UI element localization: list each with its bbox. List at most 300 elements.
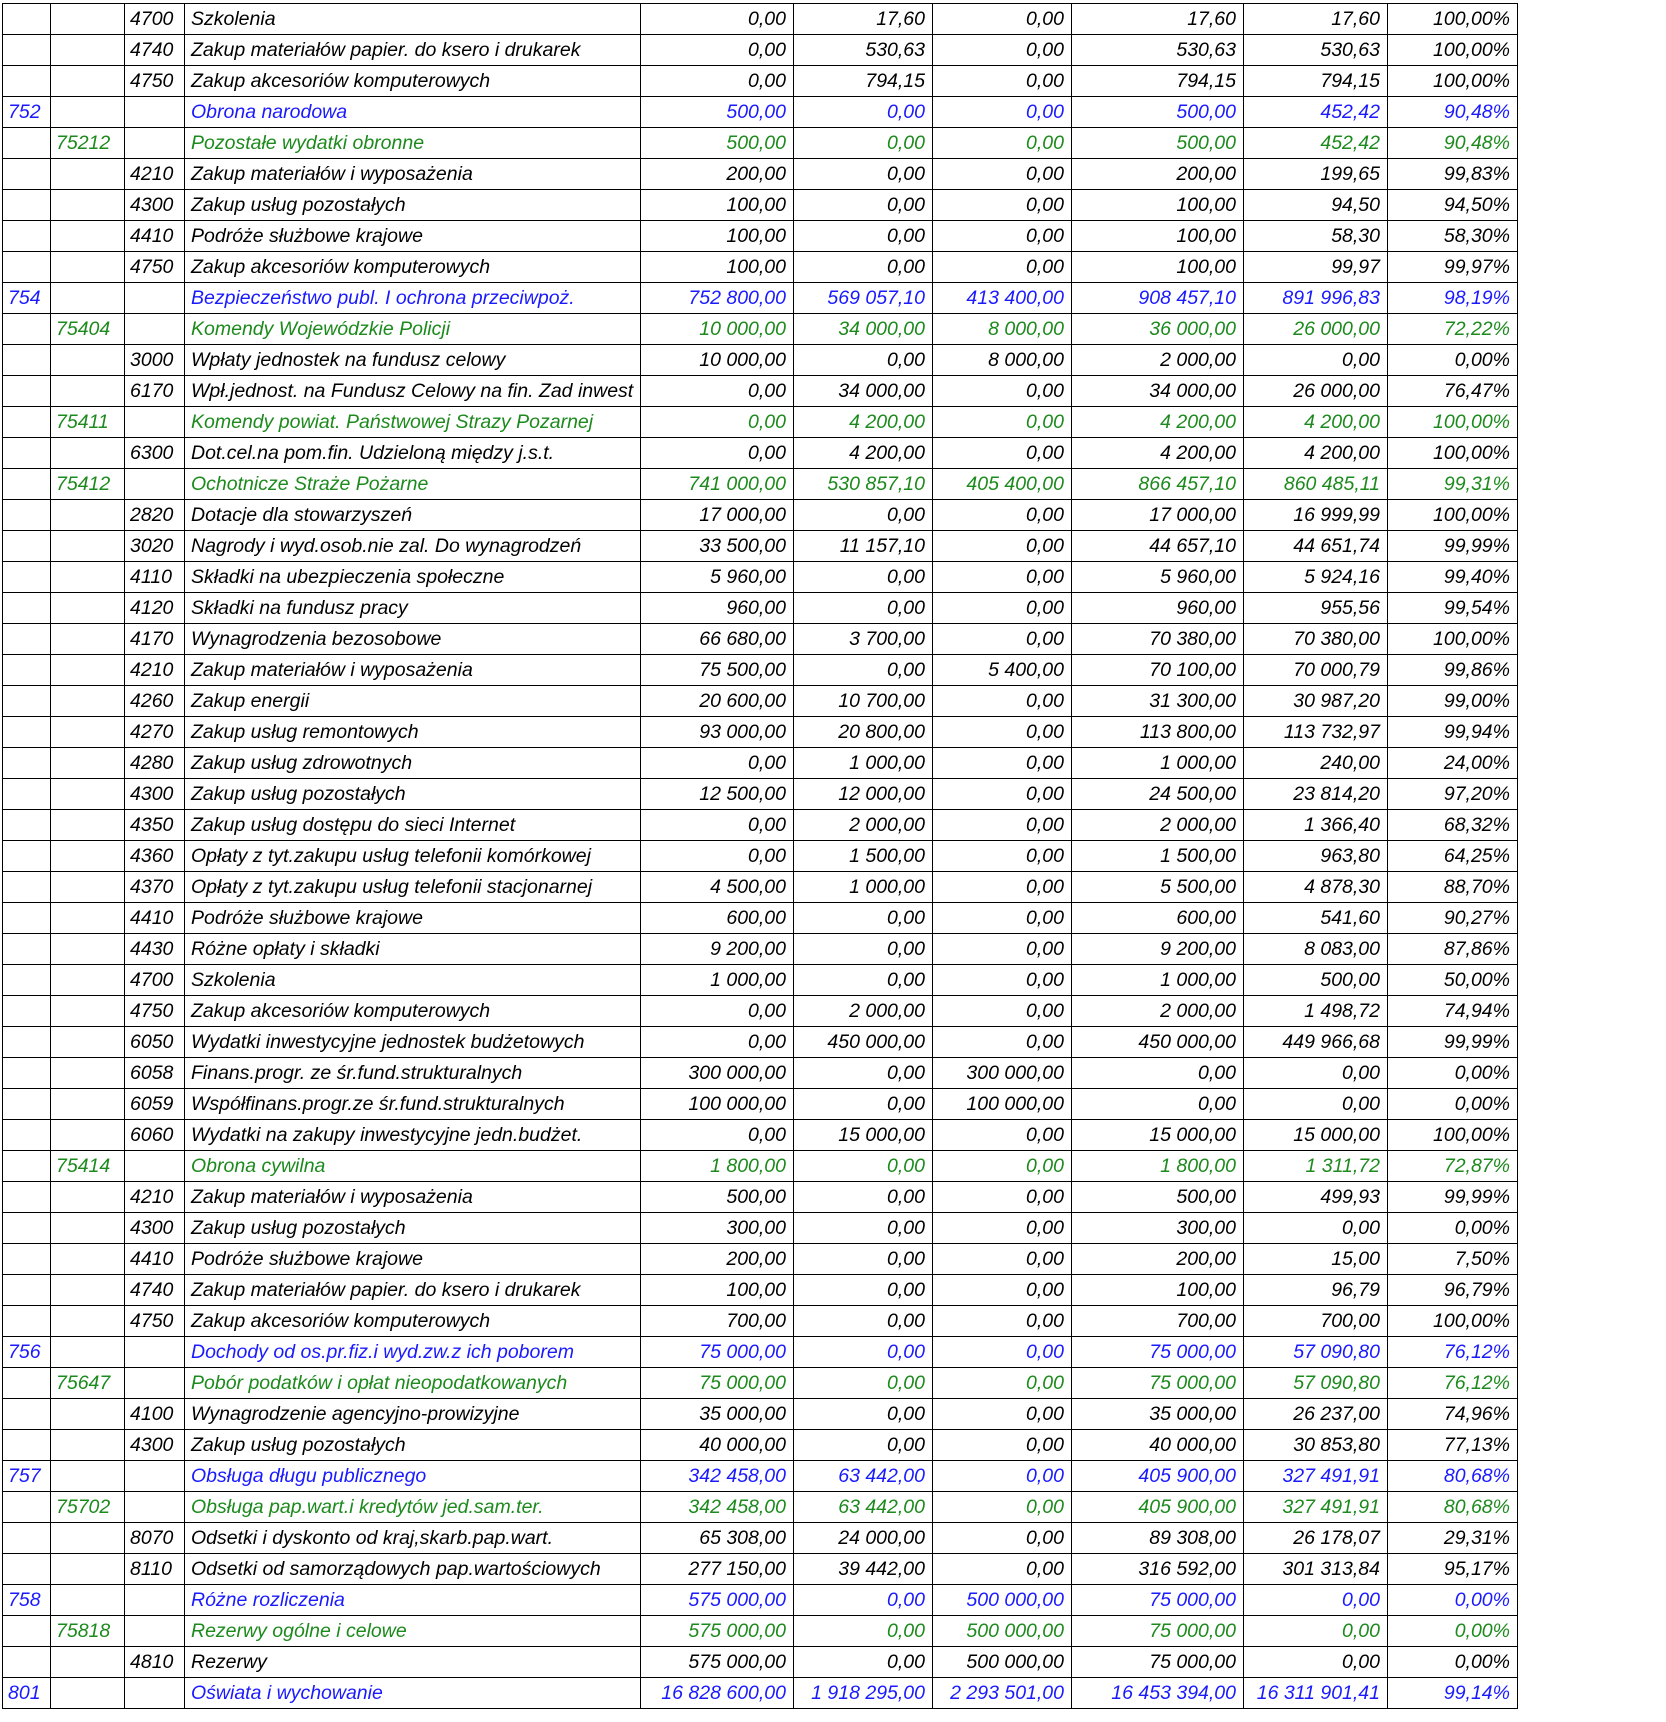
increase-cell: 0,00 bbox=[794, 562, 933, 593]
table-row-paragraf bbox=[3, 190, 1518, 221]
execution-cell: 955,56 bbox=[1244, 593, 1388, 624]
paragraf-cell: 2820 bbox=[125, 500, 185, 531]
decrease-cell: 0,00 bbox=[933, 221, 1072, 252]
dzial-cell bbox=[3, 1492, 51, 1523]
paragraf-cell bbox=[125, 1337, 185, 1368]
execution-cell: 0,00 bbox=[1244, 345, 1388, 376]
table-row-paragraf bbox=[3, 1027, 1518, 1058]
percent-cell: 99,97% bbox=[1388, 252, 1518, 283]
name-cell: Zakup usług pozostałych bbox=[185, 190, 641, 221]
rozdzial-cell bbox=[51, 965, 125, 996]
dzial-cell bbox=[3, 934, 51, 965]
paragraf-cell: 4170 bbox=[125, 624, 185, 655]
percent-cell: 50,00% bbox=[1388, 965, 1518, 996]
decrease-cell: 0,00 bbox=[933, 531, 1072, 562]
name-cell: Wpł.jednost. na Fundusz Celowy na fin. Zad inwest bbox=[185, 376, 641, 407]
plan-cell: 100,00 bbox=[641, 221, 794, 252]
table-row-paragraf bbox=[3, 500, 1518, 531]
execution-cell: 1 498,72 bbox=[1244, 996, 1388, 1027]
execution-cell: 500,00 bbox=[1244, 965, 1388, 996]
increase-cell: 0,00 bbox=[794, 965, 933, 996]
increase-cell: 11 157,10 bbox=[794, 531, 933, 562]
paragraf-cell: 4750 bbox=[125, 996, 185, 1027]
decrease-cell: 0,00 bbox=[933, 1430, 1072, 1461]
decrease-cell: 0,00 bbox=[933, 35, 1072, 66]
plan-cell: 1 000,00 bbox=[641, 965, 794, 996]
percent-cell: 94,50% bbox=[1388, 190, 1518, 221]
decrease-cell: 0,00 bbox=[933, 1306, 1072, 1337]
percent-cell: 99,31% bbox=[1388, 469, 1518, 500]
decrease-cell: 0,00 bbox=[933, 1275, 1072, 1306]
percent-cell: 100,00% bbox=[1388, 500, 1518, 531]
rozdzial-cell bbox=[51, 531, 125, 562]
table-row-paragraf bbox=[3, 376, 1518, 407]
increase-cell: 0,00 bbox=[794, 1368, 933, 1399]
decrease-cell: 0,00 bbox=[933, 1027, 1072, 1058]
dzial-cell bbox=[3, 531, 51, 562]
plan-cell: 600,00 bbox=[641, 903, 794, 934]
execution-cell: 17,60 bbox=[1244, 4, 1388, 35]
execution-cell: 700,00 bbox=[1244, 1306, 1388, 1337]
paragraf-cell: 4740 bbox=[125, 35, 185, 66]
name-cell: Zakup akcesoriów komputerowych bbox=[185, 1306, 641, 1337]
paragraf-cell bbox=[125, 97, 185, 128]
table-row-paragraf bbox=[3, 934, 1518, 965]
table-row-rozdzial bbox=[3, 128, 1518, 159]
rozdzial-cell bbox=[51, 1058, 125, 1089]
percent-cell: 87,86% bbox=[1388, 934, 1518, 965]
execution-cell: 530,63 bbox=[1244, 35, 1388, 66]
table-row-dzial bbox=[3, 1461, 1518, 1492]
name-cell: Finans.progr. ze śr.fund.strukturalnych bbox=[185, 1058, 641, 1089]
table-row-paragraf bbox=[3, 686, 1518, 717]
table-row-rozdzial bbox=[3, 1368, 1518, 1399]
percent-cell: 99,86% bbox=[1388, 655, 1518, 686]
dzial-cell bbox=[3, 407, 51, 438]
name-cell: Odsetki i dyskonto od kraj,skarb.pap.wart. bbox=[185, 1523, 641, 1554]
execution-cell: 113 732,97 bbox=[1244, 717, 1388, 748]
execution-cell: 541,60 bbox=[1244, 903, 1388, 934]
plan-after-cell: 405 900,00 bbox=[1072, 1492, 1244, 1523]
plan-after-cell: 16 453 394,00 bbox=[1072, 1678, 1244, 1709]
percent-cell: 80,68% bbox=[1388, 1461, 1518, 1492]
decrease-cell: 5 400,00 bbox=[933, 655, 1072, 686]
dzial-cell bbox=[3, 345, 51, 376]
increase-cell: 4 200,00 bbox=[794, 438, 933, 469]
table-row-dzial bbox=[3, 283, 1518, 314]
rozdzial-cell bbox=[51, 1027, 125, 1058]
plan-cell: 0,00 bbox=[641, 35, 794, 66]
paragraf-cell: 8110 bbox=[125, 1554, 185, 1585]
dzial-cell: 801 bbox=[3, 1678, 51, 1709]
name-cell: Obsługa pap.wart.i kredytów jed.sam.ter. bbox=[185, 1492, 641, 1523]
percent-cell: 0,00% bbox=[1388, 1647, 1518, 1678]
name-cell: Zakup materiałów i wyposażenia bbox=[185, 1182, 641, 1213]
percent-cell: 100,00% bbox=[1388, 1306, 1518, 1337]
plan-cell: 0,00 bbox=[641, 1120, 794, 1151]
increase-cell: 0,00 bbox=[794, 1306, 933, 1337]
table-row-paragraf bbox=[3, 159, 1518, 190]
dzial-cell: 756 bbox=[3, 1337, 51, 1368]
increase-cell: 0,00 bbox=[794, 1337, 933, 1368]
plan-after-cell: 600,00 bbox=[1072, 903, 1244, 934]
plan-cell: 277 150,00 bbox=[641, 1554, 794, 1585]
table-row-paragraf bbox=[3, 1244, 1518, 1275]
rozdzial-cell bbox=[51, 159, 125, 190]
plan-after-cell: 36 000,00 bbox=[1072, 314, 1244, 345]
plan-after-cell: 15 000,00 bbox=[1072, 1120, 1244, 1151]
name-cell: Wpłaty jednostek na fundusz celowy bbox=[185, 345, 641, 376]
plan-cell: 500,00 bbox=[641, 97, 794, 128]
increase-cell: 2 000,00 bbox=[794, 996, 933, 1027]
plan-after-cell: 500,00 bbox=[1072, 97, 1244, 128]
plan-after-cell: 35 000,00 bbox=[1072, 1399, 1244, 1430]
execution-cell: 16 999,99 bbox=[1244, 500, 1388, 531]
increase-cell: 0,00 bbox=[794, 593, 933, 624]
dzial-cell bbox=[3, 1244, 51, 1275]
rozdzial-cell bbox=[51, 1430, 125, 1461]
dzial-cell bbox=[3, 376, 51, 407]
rozdzial-cell bbox=[51, 1647, 125, 1678]
paragraf-cell: 4810 bbox=[125, 1647, 185, 1678]
decrease-cell: 0,00 bbox=[933, 1492, 1072, 1523]
execution-cell: 0,00 bbox=[1244, 1058, 1388, 1089]
execution-cell: 199,65 bbox=[1244, 159, 1388, 190]
paragraf-cell: 4300 bbox=[125, 1430, 185, 1461]
table-row-rozdzial bbox=[3, 314, 1518, 345]
name-cell: Dotacje dla stowarzyszeń bbox=[185, 500, 641, 531]
dzial-cell: 757 bbox=[3, 1461, 51, 1492]
percent-cell: 0,00% bbox=[1388, 1089, 1518, 1120]
plan-cell: 700,00 bbox=[641, 1306, 794, 1337]
name-cell: Zakup materiałów i wyposażenia bbox=[185, 655, 641, 686]
paragraf-cell: 4280 bbox=[125, 748, 185, 779]
percent-cell: 99,94% bbox=[1388, 717, 1518, 748]
plan-after-cell: 89 308,00 bbox=[1072, 1523, 1244, 1554]
table-row-paragraf bbox=[3, 655, 1518, 686]
plan-cell: 300,00 bbox=[641, 1213, 794, 1244]
plan-cell: 20 600,00 bbox=[641, 686, 794, 717]
decrease-cell: 0,00 bbox=[933, 1368, 1072, 1399]
table-row-rozdzial bbox=[3, 1492, 1518, 1523]
dzial-cell bbox=[3, 4, 51, 35]
rozdzial-cell bbox=[51, 1554, 125, 1585]
rozdzial-cell bbox=[51, 1306, 125, 1337]
plan-after-cell: 70 100,00 bbox=[1072, 655, 1244, 686]
execution-cell: 70 000,79 bbox=[1244, 655, 1388, 686]
rozdzial-cell bbox=[51, 438, 125, 469]
plan-cell: 300 000,00 bbox=[641, 1058, 794, 1089]
increase-cell: 0,00 bbox=[794, 1275, 933, 1306]
increase-cell: 0,00 bbox=[794, 252, 933, 283]
paragraf-cell: 6050 bbox=[125, 1027, 185, 1058]
dzial-cell bbox=[3, 624, 51, 655]
decrease-cell: 500 000,00 bbox=[933, 1647, 1072, 1678]
name-cell: Wydatki na zakupy inwestycyjne jedn.budżet. bbox=[185, 1120, 641, 1151]
name-cell: Wydatki inwestycyjne jednostek budżetowych bbox=[185, 1027, 641, 1058]
increase-cell: 10 700,00 bbox=[794, 686, 933, 717]
plan-cell: 500,00 bbox=[641, 1182, 794, 1213]
rozdzial-cell bbox=[51, 903, 125, 934]
plan-after-cell: 2 000,00 bbox=[1072, 345, 1244, 376]
percent-cell: 0,00% bbox=[1388, 1213, 1518, 1244]
percent-cell: 88,70% bbox=[1388, 872, 1518, 903]
plan-cell: 75 000,00 bbox=[641, 1368, 794, 1399]
increase-cell: 24 000,00 bbox=[794, 1523, 933, 1554]
plan-cell: 100,00 bbox=[641, 190, 794, 221]
name-cell: Nagrody i wyd.osob.nie zal. Do wynagrodzeń bbox=[185, 531, 641, 562]
rozdzial-cell bbox=[51, 1244, 125, 1275]
rozdzial-cell bbox=[51, 841, 125, 872]
execution-cell: 301 313,84 bbox=[1244, 1554, 1388, 1585]
execution-cell: 57 090,80 bbox=[1244, 1337, 1388, 1368]
plan-after-cell: 5 960,00 bbox=[1072, 562, 1244, 593]
execution-cell: 15 000,00 bbox=[1244, 1120, 1388, 1151]
execution-cell: 57 090,80 bbox=[1244, 1368, 1388, 1399]
dzial-cell bbox=[3, 1647, 51, 1678]
paragraf-cell bbox=[125, 469, 185, 500]
plan-cell: 0,00 bbox=[641, 4, 794, 35]
plan-after-cell: 4 200,00 bbox=[1072, 438, 1244, 469]
increase-cell: 0,00 bbox=[794, 934, 933, 965]
decrease-cell: 0,00 bbox=[933, 965, 1072, 996]
dzial-cell bbox=[3, 593, 51, 624]
dzial-cell bbox=[3, 841, 51, 872]
decrease-cell: 0,00 bbox=[933, 686, 1072, 717]
percent-cell: 100,00% bbox=[1388, 4, 1518, 35]
table-row-paragraf bbox=[3, 345, 1518, 376]
paragraf-cell: 4210 bbox=[125, 655, 185, 686]
dzial-cell bbox=[3, 1616, 51, 1647]
execution-cell: 0,00 bbox=[1244, 1647, 1388, 1678]
execution-cell: 30 987,20 bbox=[1244, 686, 1388, 717]
decrease-cell: 0,00 bbox=[933, 1523, 1072, 1554]
plan-after-cell: 34 000,00 bbox=[1072, 376, 1244, 407]
decrease-cell: 0,00 bbox=[933, 624, 1072, 655]
paragraf-cell: 6058 bbox=[125, 1058, 185, 1089]
execution-cell: 96,79 bbox=[1244, 1275, 1388, 1306]
decrease-cell: 0,00 bbox=[933, 1244, 1072, 1275]
plan-after-cell: 450 000,00 bbox=[1072, 1027, 1244, 1058]
decrease-cell: 0,00 bbox=[933, 438, 1072, 469]
table-row-paragraf bbox=[3, 438, 1518, 469]
rozdzial-cell bbox=[51, 872, 125, 903]
plan-after-cell: 0,00 bbox=[1072, 1058, 1244, 1089]
dzial-cell bbox=[3, 159, 51, 190]
table-row-paragraf bbox=[3, 1058, 1518, 1089]
plan-after-cell: 75 000,00 bbox=[1072, 1585, 1244, 1616]
execution-cell: 8 083,00 bbox=[1244, 934, 1388, 965]
increase-cell: 0,00 bbox=[794, 345, 933, 376]
table-row-paragraf bbox=[3, 841, 1518, 872]
name-cell: Szkolenia bbox=[185, 4, 641, 35]
rozdzial-cell bbox=[51, 345, 125, 376]
name-cell: Składki na ubezpieczenia społeczne bbox=[185, 562, 641, 593]
decrease-cell: 0,00 bbox=[933, 4, 1072, 35]
plan-after-cell: 500,00 bbox=[1072, 1182, 1244, 1213]
paragraf-cell bbox=[125, 1585, 185, 1616]
paragraf-cell: 4110 bbox=[125, 562, 185, 593]
rozdzial-cell bbox=[51, 1678, 125, 1709]
decrease-cell: 0,00 bbox=[933, 407, 1072, 438]
dzial-cell bbox=[3, 872, 51, 903]
name-cell: Dochody od os.pr.fiz.i wyd.zw.z ich poborem bbox=[185, 1337, 641, 1368]
rozdzial-cell: 75411 bbox=[51, 407, 125, 438]
dzial-cell bbox=[3, 1058, 51, 1089]
paragraf-cell: 4750 bbox=[125, 66, 185, 97]
percent-cell: 76,12% bbox=[1388, 1337, 1518, 1368]
percent-cell: 72,22% bbox=[1388, 314, 1518, 345]
name-cell: Rezerwy ogólne i celowe bbox=[185, 1616, 641, 1647]
plan-after-cell: 100,00 bbox=[1072, 252, 1244, 283]
dzial-cell bbox=[3, 1368, 51, 1399]
plan-after-cell: 75 000,00 bbox=[1072, 1337, 1244, 1368]
table-row-paragraf bbox=[3, 4, 1518, 35]
percent-cell: 99,99% bbox=[1388, 531, 1518, 562]
execution-cell: 963,80 bbox=[1244, 841, 1388, 872]
dzial-cell bbox=[3, 438, 51, 469]
plan-cell: 342 458,00 bbox=[641, 1492, 794, 1523]
table-row-paragraf bbox=[3, 1554, 1518, 1585]
table-row-rozdzial bbox=[3, 469, 1518, 500]
table-row-paragraf bbox=[3, 1430, 1518, 1461]
dzial-cell bbox=[3, 1399, 51, 1430]
plan-after-cell: 44 657,10 bbox=[1072, 531, 1244, 562]
paragraf-cell bbox=[125, 283, 185, 314]
decrease-cell: 0,00 bbox=[933, 593, 1072, 624]
rozdzial-cell bbox=[51, 624, 125, 655]
plan-cell: 100,00 bbox=[641, 252, 794, 283]
name-cell: Opłaty z tyt.zakupu usług telefonii stacjonarnej bbox=[185, 872, 641, 903]
plan-cell: 9 200,00 bbox=[641, 934, 794, 965]
paragraf-cell: 4120 bbox=[125, 593, 185, 624]
percent-cell: 100,00% bbox=[1388, 1120, 1518, 1151]
execution-cell: 327 491,91 bbox=[1244, 1492, 1388, 1523]
name-cell: Różne opłaty i składki bbox=[185, 934, 641, 965]
percent-cell: 0,00% bbox=[1388, 1585, 1518, 1616]
paragraf-cell: 4740 bbox=[125, 1275, 185, 1306]
dzial-cell bbox=[3, 469, 51, 500]
execution-cell: 1 311,72 bbox=[1244, 1151, 1388, 1182]
increase-cell: 0,00 bbox=[794, 655, 933, 686]
name-cell: Zakup materiałów i wyposażenia bbox=[185, 159, 641, 190]
execution-cell: 4 878,30 bbox=[1244, 872, 1388, 903]
plan-after-cell: 530,63 bbox=[1072, 35, 1244, 66]
percent-cell: 99,14% bbox=[1388, 1678, 1518, 1709]
execution-cell: 794,15 bbox=[1244, 66, 1388, 97]
execution-cell: 499,93 bbox=[1244, 1182, 1388, 1213]
percent-cell: 29,31% bbox=[1388, 1523, 1518, 1554]
increase-cell: 0,00 bbox=[794, 159, 933, 190]
rozdzial-cell bbox=[51, 66, 125, 97]
increase-cell: 0,00 bbox=[794, 97, 933, 128]
plan-cell: 200,00 bbox=[641, 1244, 794, 1275]
plan-after-cell: 2 000,00 bbox=[1072, 996, 1244, 1027]
dzial-cell bbox=[3, 252, 51, 283]
name-cell: Obrona narodowa bbox=[185, 97, 641, 128]
plan-after-cell: 500,00 bbox=[1072, 128, 1244, 159]
table-row-paragraf bbox=[3, 35, 1518, 66]
name-cell: Zakup energii bbox=[185, 686, 641, 717]
percent-cell: 90,48% bbox=[1388, 97, 1518, 128]
percent-cell: 97,20% bbox=[1388, 779, 1518, 810]
increase-cell: 1 918 295,00 bbox=[794, 1678, 933, 1709]
plan-after-cell: 1 000,00 bbox=[1072, 965, 1244, 996]
plan-cell: 500,00 bbox=[641, 128, 794, 159]
plan-cell: 342 458,00 bbox=[641, 1461, 794, 1492]
percent-cell: 7,50% bbox=[1388, 1244, 1518, 1275]
increase-cell: 0,00 bbox=[794, 1182, 933, 1213]
paragraf-cell bbox=[125, 1151, 185, 1182]
plan-after-cell: 17 000,00 bbox=[1072, 500, 1244, 531]
decrease-cell: 0,00 bbox=[933, 841, 1072, 872]
dzial-cell: 754 bbox=[3, 283, 51, 314]
table-row-paragraf bbox=[3, 221, 1518, 252]
plan-cell: 4 500,00 bbox=[641, 872, 794, 903]
decrease-cell: 0,00 bbox=[933, 717, 1072, 748]
execution-cell: 58,30 bbox=[1244, 221, 1388, 252]
increase-cell: 1 500,00 bbox=[794, 841, 933, 872]
plan-after-cell: 1 800,00 bbox=[1072, 1151, 1244, 1182]
decrease-cell: 0,00 bbox=[933, 810, 1072, 841]
decrease-cell: 0,00 bbox=[933, 159, 1072, 190]
name-cell: Różne rozliczenia bbox=[185, 1585, 641, 1616]
execution-cell: 449 966,68 bbox=[1244, 1027, 1388, 1058]
decrease-cell: 0,00 bbox=[933, 500, 1072, 531]
name-cell: Wynagrodzenie agencyjno-prowizyjne bbox=[185, 1399, 641, 1430]
dzial-cell bbox=[3, 1151, 51, 1182]
plan-after-cell: 100,00 bbox=[1072, 190, 1244, 221]
plan-cell: 575 000,00 bbox=[641, 1647, 794, 1678]
increase-cell: 0,00 bbox=[794, 903, 933, 934]
name-cell: Opłaty z tyt.zakupu usług telefonii komórkowej bbox=[185, 841, 641, 872]
plan-after-cell: 75 000,00 bbox=[1072, 1616, 1244, 1647]
percent-cell: 72,87% bbox=[1388, 1151, 1518, 1182]
plan-cell: 0,00 bbox=[641, 748, 794, 779]
decrease-cell: 0,00 bbox=[933, 748, 1072, 779]
paragraf-cell: 4410 bbox=[125, 1244, 185, 1275]
decrease-cell: 500 000,00 bbox=[933, 1616, 1072, 1647]
percent-cell: 100,00% bbox=[1388, 35, 1518, 66]
decrease-cell: 0,00 bbox=[933, 1337, 1072, 1368]
execution-cell: 0,00 bbox=[1244, 1089, 1388, 1120]
paragraf-cell: 4430 bbox=[125, 934, 185, 965]
table-row-dzial bbox=[3, 97, 1518, 128]
plan-after-cell: 405 900,00 bbox=[1072, 1461, 1244, 1492]
name-cell: Obrona cywilna bbox=[185, 1151, 641, 1182]
plan-cell: 575 000,00 bbox=[641, 1585, 794, 1616]
plan-cell: 741 000,00 bbox=[641, 469, 794, 500]
decrease-cell: 0,00 bbox=[933, 1151, 1072, 1182]
dzial-cell bbox=[3, 190, 51, 221]
increase-cell: 0,00 bbox=[794, 1213, 933, 1244]
rozdzial-cell bbox=[51, 1337, 125, 1368]
plan-after-cell: 31 300,00 bbox=[1072, 686, 1244, 717]
rozdzial-cell bbox=[51, 4, 125, 35]
paragraf-cell: 4750 bbox=[125, 1306, 185, 1337]
increase-cell: 0,00 bbox=[794, 1151, 933, 1182]
rozdzial-cell bbox=[51, 221, 125, 252]
name-cell: Obsługa długu publicznego bbox=[185, 1461, 641, 1492]
dzial-cell bbox=[3, 128, 51, 159]
increase-cell: 0,00 bbox=[794, 1244, 933, 1275]
dzial-cell: 758 bbox=[3, 1585, 51, 1616]
decrease-cell: 8 000,00 bbox=[933, 345, 1072, 376]
dzial-cell bbox=[3, 35, 51, 66]
table-row-paragraf bbox=[3, 1120, 1518, 1151]
increase-cell: 0,00 bbox=[794, 500, 933, 531]
execution-cell: 327 491,91 bbox=[1244, 1461, 1388, 1492]
